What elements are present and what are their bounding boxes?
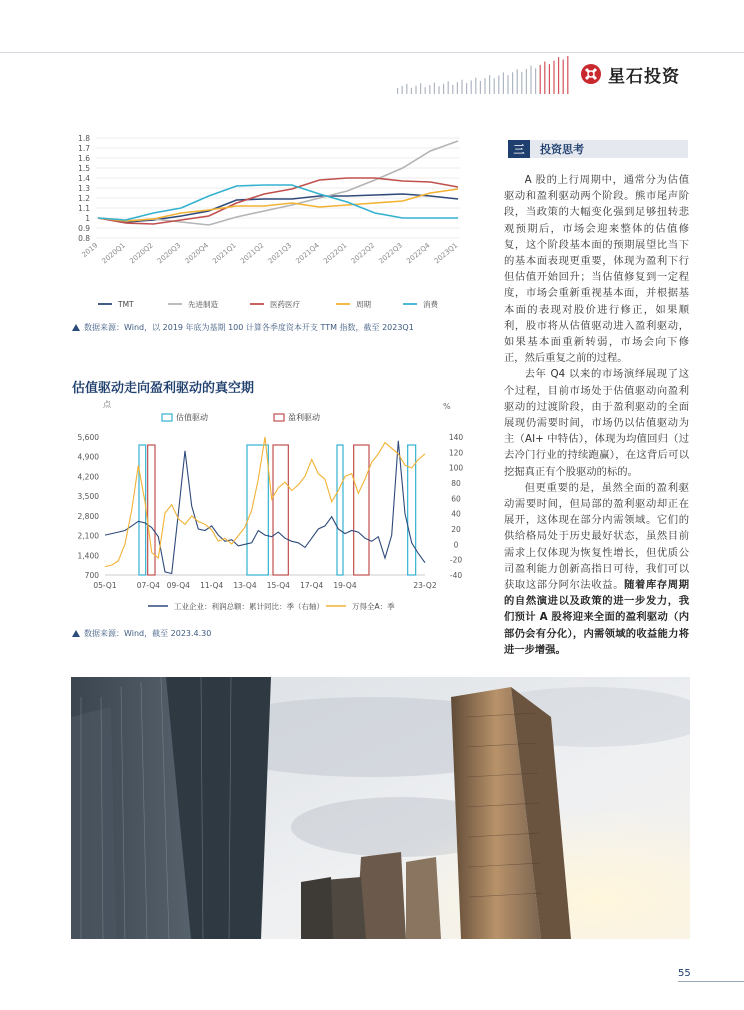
header-bar xyxy=(402,86,403,94)
chart1-legend-label: 医药医疗 xyxy=(270,300,300,309)
chart1-x-tick-label: 2021Q2 xyxy=(239,241,266,266)
header-bar xyxy=(448,81,449,94)
chart2-x-tick-label: 17-Q4 xyxy=(300,581,324,590)
chart1-x-tick-label: 2022Q4 xyxy=(405,241,432,266)
chart1-legend-label: 消费 xyxy=(423,300,438,309)
left-axis-unit: 点 xyxy=(103,400,111,409)
source-marker-icon xyxy=(72,630,80,637)
header-bar xyxy=(443,84,444,94)
chart1-x-tick-label: 2021Q3 xyxy=(266,241,294,266)
left-axis-tick: 4,200 xyxy=(77,472,99,482)
chart1-legend-label: 先进制造 xyxy=(188,300,218,309)
chart1-y-tick-label: 1.3 xyxy=(78,184,90,193)
header-bar xyxy=(397,88,398,94)
right-axis-tick: 60 xyxy=(451,494,461,504)
header-decoration-bars xyxy=(395,52,575,94)
chart1-legend-label: 周期 xyxy=(356,300,371,309)
regime-box xyxy=(139,445,146,575)
brand-logo xyxy=(580,60,680,88)
chart1-x-tick-label: 2021Q1 xyxy=(211,241,238,266)
chart2-source xyxy=(72,628,211,639)
header-bar xyxy=(535,68,536,94)
header-bar xyxy=(517,69,518,94)
right-axis-tick: 80 xyxy=(451,479,461,488)
header-bar xyxy=(544,62,545,94)
chart2-x-tick-label: 15-Q4 xyxy=(266,581,290,590)
chart1-source-text: 数据来源：Wind，以 2019 年底为基期 100 计算各季度资本开支 TTM 指数，截至 2023Q1 xyxy=(84,323,414,332)
chart1-y-tick-label: 1.7 xyxy=(78,144,90,153)
paragraph-3 xyxy=(504,480,689,658)
chart1-x-tick-label: 2021Q4 xyxy=(294,241,321,266)
header-bar xyxy=(434,83,435,94)
paragraph-3-bold: 随着库存周期的自然演进以及政策的进一步发力，我们预计 A 股将迎来全面的盈利驱动（内部仍会有分化），内需领域的收益能力将进一步增强。 xyxy=(504,579,690,656)
chart1-x-tick-label: 2022Q3 xyxy=(377,241,404,266)
chart1-y-tick-label: 1.8 xyxy=(78,134,90,143)
chart1-source xyxy=(72,322,414,333)
legend-valuation-label: 估值驱动 xyxy=(176,413,208,422)
chart2-title: 估值驱动走向盈利驱动的真空期 xyxy=(72,381,255,396)
header-bar xyxy=(512,72,513,94)
section-title: 投资思考 xyxy=(540,143,584,156)
chart2-x-tick-label: 09-Q4 xyxy=(166,581,190,590)
chart2-legend-label: 工业企业：利润总额：累计同比：季（右轴） xyxy=(174,602,324,611)
brand-logo-icon xyxy=(580,63,602,85)
paragraph-2: 去年 Q4 以来的市场演绎展现了这个过程，目前市场处于估值驱动向盈利驱动的过渡阶段，由于盈利驱动的全面展现仍需要时间，市场仍以估值驱动为主（AI+ 中特估），体现为均值回归（过去冷门行业的持续跑赢），在这背后可以挖掘真正有个股驱动的标的。 xyxy=(504,368,689,478)
regime-box xyxy=(354,445,369,575)
chart1-x-tick-label: 2020Q2 xyxy=(128,241,155,266)
header-bar xyxy=(489,75,490,94)
left-axis-tick: 4,900 xyxy=(77,452,99,462)
chart1-y-tick-label: 1.6 xyxy=(78,154,90,163)
header-bar xyxy=(452,85,453,94)
header-bar xyxy=(461,80,462,94)
chart1-series-line xyxy=(98,185,458,220)
chart1-y-tick-label: 0.9 xyxy=(78,224,90,233)
body-text-column xyxy=(504,172,689,658)
right-axis-tick: 0 xyxy=(453,540,459,550)
legend-earnings-swatch xyxy=(274,414,284,421)
left-axis-tick: 2,800 xyxy=(77,511,99,521)
brand-name: 星石投资 xyxy=(608,66,680,87)
left-axis-tick: 3,500 xyxy=(77,492,99,502)
chart1-y-tick-label: 0.8 xyxy=(78,234,90,243)
chart1-x-tick-label: 2023Q1 xyxy=(432,241,460,266)
section-number: 三 xyxy=(508,140,530,158)
chart2-x-tick-label: 13-Q4 xyxy=(233,581,257,590)
header-bar xyxy=(420,83,421,94)
header-bar xyxy=(503,72,504,94)
header-bar xyxy=(425,87,426,94)
chart1-y-tick-label: 1.1 xyxy=(78,204,90,213)
chart1-x-tick-label: 2022Q1 xyxy=(322,241,349,266)
header-bar xyxy=(475,78,476,94)
left-axis-tick: 700 xyxy=(84,571,99,580)
paragraph-3-normal: 但更重要的是，虽然全面的盈利驱动需要时间，但局部的盈利驱动却正在展开，这体现在部分内需领域。它们的供给格局处于历史最好状态，虽然目前需求上仅体现为恢复性增长，但优质公司盈利能力创新高指日可待，我们可以获取这部分阿尔法收益。 xyxy=(504,481,689,592)
header-bar xyxy=(457,82,458,94)
chart2-legend-label: 万得全A：季 xyxy=(352,602,395,611)
right-axis-tick: 140 xyxy=(448,433,464,442)
page-number: 55 xyxy=(678,968,691,979)
chart2-x-tick-label: 05-Q1 xyxy=(93,581,117,590)
right-axis-tick: 40 xyxy=(451,509,461,519)
chart1-x-tick-label: 2019 xyxy=(80,241,100,259)
header-bar xyxy=(521,72,522,94)
chart1-x-tick-label: 2020Q3 xyxy=(155,241,183,266)
legend-earnings-label: 盈利驱动 xyxy=(288,413,320,422)
header-bar xyxy=(530,66,531,94)
chart1-x-tick-label: 2022Q2 xyxy=(349,241,377,266)
valuation-earnings-chart xyxy=(68,395,473,620)
paragraph-1: A 股的上行周期中，通常分为估值驱动和盈利驱动两个阶段。熊市尾声阶段，当政策的大幅变化强到足够扭转悲观预期后，市场会迎来整体的估值修复，这个阶段基本面的预期展望比当下的基本面表现更重要，体现为盈利下行但估值开始回升；当估值修复到一定程度，市场会重新重视基本面，并根据基本面的表现对股价进行修正，如果顺利，股市将从估值驱动进入盈利驱动，如果基本面重新转弱，市场会向下修正，然后重复之前的过程。 xyxy=(504,174,689,365)
chart1-y-tick-label: 1 xyxy=(85,214,90,223)
left-axis-tick: 2,100 xyxy=(77,531,99,541)
regime-box xyxy=(337,445,343,575)
header-bar xyxy=(549,64,550,94)
right-axis-tick: 120 xyxy=(448,448,464,458)
right-axis-tick: 20 xyxy=(451,525,461,534)
header-bar xyxy=(563,60,564,94)
capex-index-line-chart xyxy=(68,128,468,318)
left-axis-tick: 5,600 xyxy=(77,433,99,442)
header-bar xyxy=(466,83,467,94)
skyscraper-photo xyxy=(71,677,690,939)
regime-box xyxy=(148,445,155,575)
chart1-x-tick-label: 2020Q1 xyxy=(100,241,127,266)
header-bar xyxy=(526,69,527,94)
left-axis-tick: 1,400 xyxy=(77,551,99,561)
header-bar xyxy=(484,78,485,94)
header-bar xyxy=(558,57,559,94)
chart2-x-tick-label: 23-Q2 xyxy=(413,581,437,590)
source-marker-icon xyxy=(72,324,80,331)
header-bar xyxy=(429,85,430,94)
right-axis-tick: 100 xyxy=(448,463,464,473)
header-bar xyxy=(553,61,554,94)
section-header xyxy=(508,140,688,158)
chart1-series-line xyxy=(98,141,458,225)
right-axis-tick: -20 xyxy=(449,555,463,565)
header-bar xyxy=(406,84,407,94)
chart2-series-line xyxy=(105,437,425,567)
header-bar xyxy=(411,88,412,94)
header-bar xyxy=(415,86,416,94)
header-bar xyxy=(494,78,495,94)
chart1-y-tick-label: 1.2 xyxy=(78,194,90,203)
right-axis-tick: -40 xyxy=(449,571,463,580)
chart2-source-text: 数据来源：Wind，截至 2023.4.30 xyxy=(84,629,212,638)
header-bar xyxy=(540,65,541,94)
chart1-y-tick-label: 1.5 xyxy=(78,164,90,173)
chart2-x-tick-label: 11-Q4 xyxy=(200,581,224,590)
chart2-x-tick-label: 07-Q4 xyxy=(136,581,160,590)
header-bar xyxy=(507,75,508,94)
chart1-y-tick-label: 1.4 xyxy=(78,174,90,183)
legend-valuation-swatch xyxy=(162,414,172,421)
chart2-x-tick-label: 19-Q4 xyxy=(333,581,357,590)
header-bar xyxy=(480,81,481,94)
chart1-legend-label: TMT xyxy=(118,300,134,309)
right-axis-unit: % xyxy=(443,402,451,411)
header-bar xyxy=(498,75,499,94)
regime-box xyxy=(273,445,288,575)
header-bar xyxy=(438,86,439,94)
header-bar xyxy=(471,80,472,94)
regime-box xyxy=(247,445,268,575)
page-number-underline xyxy=(678,981,744,982)
chart1-x-tick-label: 2020Q4 xyxy=(183,241,211,266)
header-bar xyxy=(567,56,568,94)
